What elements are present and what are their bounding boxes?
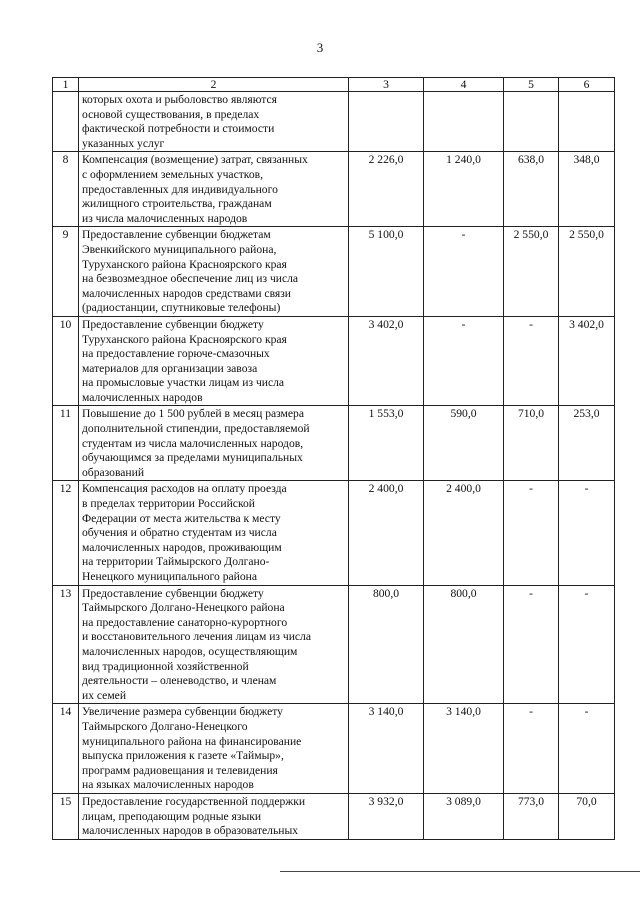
description-line: их семей (82, 688, 127, 702)
value-c4: 2 400,0 (424, 481, 504, 585)
table-row (53, 152, 615, 227)
value-c4: 800,0 (424, 585, 504, 704)
row-number: 11 (53, 406, 79, 481)
description-line: обучающимся за пределами муниципальных (82, 451, 303, 465)
description-line: материалов для организации завоза (82, 361, 258, 375)
description-line: дополнительной стипендии, предоставляемой (82, 422, 310, 436)
description-line: Увеличение размера субвенции бюджету (82, 705, 283, 719)
description-line: которых охота и рыболовство являются (82, 93, 277, 106)
description-line: Туруханского района Красноярского края (82, 332, 287, 346)
row-description (79, 92, 349, 152)
value-c3: 1 553,0 (349, 406, 424, 481)
description-line: малочисленных народов, проживающим (82, 540, 282, 554)
value-c5: 710,0 (504, 406, 559, 481)
row-description (79, 227, 349, 317)
value-c6 (559, 92, 615, 152)
description-line: на предоставление санаторно-курортного (82, 615, 288, 629)
description-line: Таймырского Долгано-Ненецкого района (82, 601, 285, 615)
description-line: Таймырского Долгано-Ненецкого (82, 719, 248, 733)
value-c4: 590,0 (424, 406, 504, 481)
description-line: программ радиовещания и телевидения (82, 763, 278, 777)
description-line: студентам из числа малочисленных народов, (82, 436, 304, 450)
description-line: и восстановительного лечения лицам из числа (82, 630, 311, 644)
description-line: малочисленных народов средствами связи (82, 286, 292, 300)
description-line: обучения и обратно студентам из числа (82, 526, 277, 540)
row-number (53, 92, 79, 152)
description-line: (радиостанции, спутниковые телефоны) (82, 301, 281, 315)
value-c3: 3 402,0 (349, 316, 424, 406)
description-line: Ненецкого муниципального района (82, 570, 258, 583)
table-row (53, 481, 615, 585)
description-line: фактической потребности и стоимости (82, 122, 275, 136)
header-cell: 5 (504, 78, 559, 92)
value-c6: - (559, 585, 615, 704)
row-number: 8 (53, 152, 79, 227)
row-number: 13 (53, 585, 79, 704)
value-c3: 5 100,0 (349, 227, 424, 317)
row-description (79, 585, 349, 704)
description-line: деятельности – оленеводство, и членам (82, 674, 277, 688)
description-line: Компенсация (возмещение) затрат, связанных (82, 153, 308, 167)
description-line: Предоставление субвенции бюджету (82, 317, 264, 331)
header-cell: 3 (349, 78, 424, 92)
description-line: Федерации от места жительства к месту (82, 511, 281, 525)
table-row (53, 793, 615, 839)
table-row (53, 406, 615, 481)
table-row (53, 585, 615, 704)
value-c6: 348,0 (559, 152, 615, 227)
description-line: образований (82, 465, 145, 479)
value-c3: 2 226,0 (349, 152, 424, 227)
description-line: предоставленных для индивидуального (82, 182, 278, 196)
value-c5: 638,0 (504, 152, 559, 227)
row-number: 12 (53, 481, 79, 585)
value-c4: - (424, 316, 504, 406)
description-line: Туруханского района Красноярского края (82, 257, 287, 271)
value-c3: 800,0 (349, 585, 424, 704)
description-line: Предоставление государственной поддержки (82, 794, 306, 808)
row-description (79, 152, 349, 227)
value-c5: - (504, 704, 559, 794)
value-c3: 3 932,0 (349, 793, 424, 839)
description-line: на промысловые участки лицам из числа (82, 376, 285, 390)
description-line: малочисленных народов, осуществляющим (82, 644, 298, 658)
description-line: вид традиционной хозяйственной (82, 659, 249, 673)
page-number: 3 (316, 40, 324, 55)
description-line: Предоставление субвенции бюджету (82, 586, 264, 600)
value-c4: - (424, 227, 504, 317)
description-line: в пределах территории Российской (82, 497, 256, 511)
description-line: Предоставление субвенции бюджетам (82, 228, 271, 242)
description-line: указанных услуг (82, 136, 165, 150)
header-cell: 1 (53, 78, 79, 92)
header-row (53, 78, 615, 92)
value-c3 (349, 92, 424, 152)
header-cell: 6 (559, 78, 615, 92)
description-line: из числа малочисленных народов (82, 211, 248, 225)
description-line: лицам, преподающим родные языки (82, 809, 262, 823)
row-description (79, 406, 349, 481)
description-line: Повышение до 1 500 рублей в месяц размера (82, 407, 304, 421)
value-c5: - (504, 585, 559, 704)
table-row (53, 227, 615, 317)
value-c5: 773,0 (504, 793, 559, 839)
description-line: на безвозмездное обеспечение лиц из числа (82, 272, 299, 286)
value-c4: 3 089,0 (424, 793, 504, 839)
value-c6: 253,0 (559, 406, 615, 481)
description-line: жилищного строительства, гражданам (82, 197, 272, 211)
row-number: 9 (53, 227, 79, 317)
description-line: Компенсация расходов на оплату проезда (82, 482, 287, 496)
row-description (79, 481, 349, 585)
value-c3: 3 140,0 (349, 704, 424, 794)
description-line: с оформлением земельных участков, (82, 167, 263, 181)
budget-table (52, 77, 615, 840)
value-c6: 3 402,0 (559, 316, 615, 406)
row-number: 10 (53, 316, 79, 406)
description-line: на языках малочисленных народов (82, 778, 254, 792)
value-c5: - (504, 481, 559, 585)
value-c5: - (504, 316, 559, 406)
value-c3: 2 400,0 (349, 481, 424, 585)
value-c4: 3 140,0 (424, 704, 504, 794)
description-line: на предоставление горюче-смазочных (82, 347, 270, 361)
bottom-rule (280, 871, 640, 872)
row-number: 15 (53, 793, 79, 839)
value-c4: 1 240,0 (424, 152, 504, 227)
table-row (53, 704, 615, 794)
description-line: малочисленных народов (82, 390, 203, 404)
row-description (79, 704, 349, 794)
table-row (53, 316, 615, 406)
description-line: муниципального района на финансирование (82, 734, 302, 748)
description-line: на территории Таймырского Долгано- (82, 555, 270, 569)
table-row (53, 92, 615, 152)
description-line: Эвенкийского муниципального района, (82, 242, 277, 256)
row-number: 14 (53, 704, 79, 794)
value-c6: 70,0 (559, 793, 615, 839)
value-c4 (424, 92, 504, 152)
value-c5 (504, 92, 559, 152)
description-line: основой существования, в пределах (82, 107, 260, 121)
value-c6: - (559, 481, 615, 585)
header-cell: 4 (424, 78, 504, 92)
row-description (79, 316, 349, 406)
description-line: малочисленных народов в образовательных (82, 824, 299, 838)
header-cell: 2 (79, 78, 349, 92)
value-c6: 2 550,0 (559, 227, 615, 317)
value-c5: 2 550,0 (504, 227, 559, 317)
row-description (79, 793, 349, 839)
value-c6: - (559, 704, 615, 794)
description-line: выпуска приложения к газете «Таймыр», (82, 749, 284, 763)
